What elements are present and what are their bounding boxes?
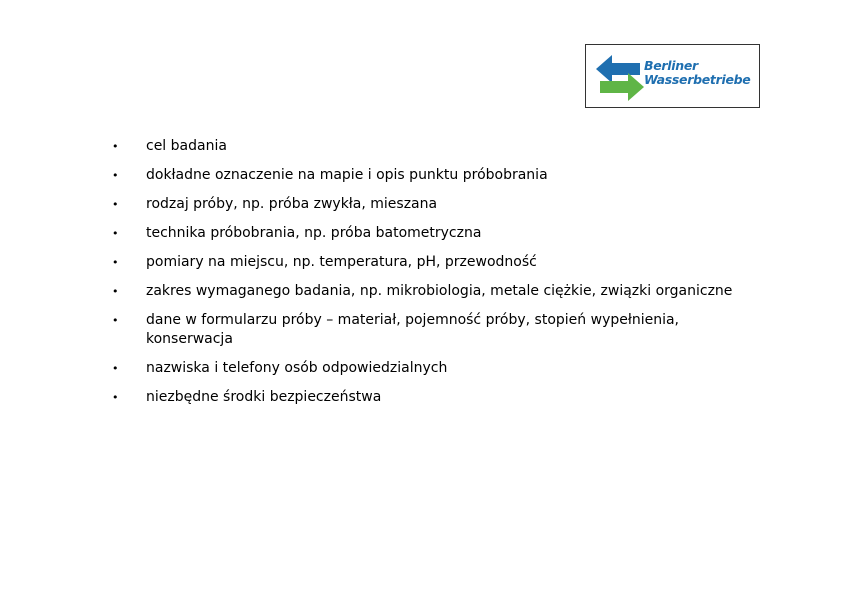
bullet-icon: • (112, 169, 119, 182)
list-item-text: technika próbobrania, np. próba batometryczna (146, 225, 482, 241)
list-item (112, 253, 752, 272)
list-item-text: dane w formularzu próby – materiał, pojemność próby, stopień wypełnienia, konserwacja (146, 312, 679, 347)
arrows-logo-icon (596, 55, 644, 101)
bullet-icon: • (112, 227, 119, 240)
logo-line-1: Berliner (644, 58, 698, 73)
list-item-text: dokładne oznaczenie na mapie i opis punktu próbobrania (146, 167, 548, 183)
list-item (112, 195, 752, 214)
list-item-text: rodzaj próby, np. próba zwykła, mieszana (146, 196, 438, 212)
list-item (112, 166, 752, 185)
list-item (112, 224, 752, 243)
list-item (112, 311, 752, 349)
bullet-icon: • (112, 314, 119, 327)
list-item-text: pomiary na miejscu, np. temperatura, pH, przewodność (146, 254, 537, 270)
list-item (112, 388, 752, 407)
list-item-text: cel badania (146, 138, 227, 154)
bullet-icon: • (112, 256, 119, 269)
list-item (112, 359, 752, 378)
bullet-icon: • (112, 391, 119, 404)
sampling-requirements-list (112, 137, 752, 417)
logo-wordmark (644, 59, 750, 87)
bullet-icon: • (112, 198, 119, 211)
logo-line-2: Wasserbetriebe (644, 72, 751, 87)
list-item-text: nazwiska i telefony osób odpowiedzialnych (146, 360, 448, 376)
company-logo (585, 44, 760, 108)
bullet-icon: • (112, 362, 119, 375)
list-item (112, 137, 752, 156)
bullet-icon: • (112, 285, 119, 298)
bullet-icon: • (112, 140, 119, 153)
list-item-text: zakres wymaganego badania, np. mikrobiologia, metale ciężkie, związki organiczne (146, 283, 733, 299)
list-item-text: niezbędne środki bezpieczeństwa (146, 389, 382, 405)
list-item (112, 282, 752, 301)
